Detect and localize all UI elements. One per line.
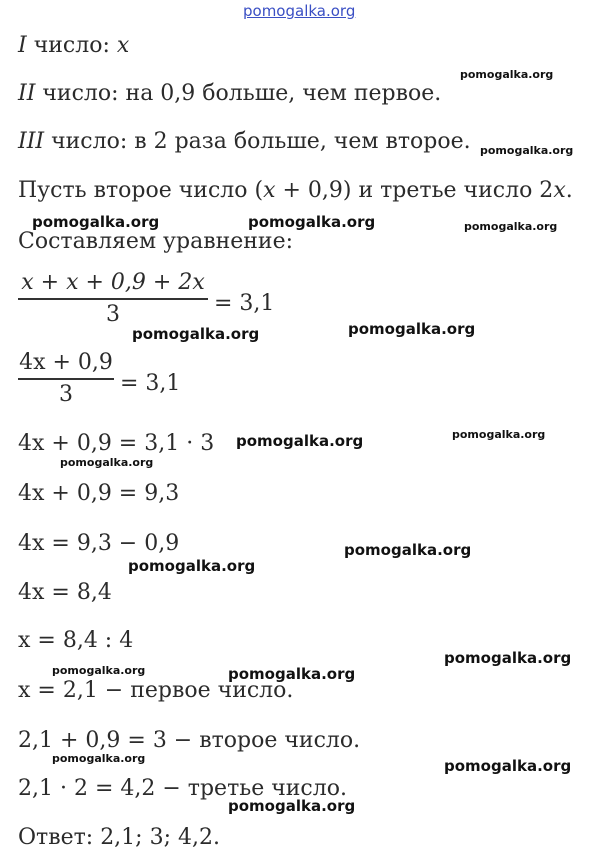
assumption-var2: x (553, 178, 566, 203)
first-number-var: x (116, 33, 130, 58)
assumption-text: Пусть второе число ( (18, 178, 264, 203)
assumption-var: x (263, 178, 276, 203)
third-number-text: число: в 2 раза больше, чем второе. (44, 129, 471, 154)
first-number-result: x = 2,1 − первое число. (18, 678, 294, 703)
second-number-text: число: на 0,9 больше, чем первое. (35, 81, 442, 106)
watermark: pomogalka.org (32, 213, 160, 231)
second-number-result: 2,1 + 0,9 = 3 − второе число. (18, 728, 361, 753)
watermark: pomogalka.org (248, 213, 376, 231)
equation-step-7: x = 8,4 : 4 (18, 628, 134, 653)
fraction-1-rhs: = 3,1 (214, 291, 275, 316)
third-number-result: 2,1 · 2 = 4,2 − третье число. (18, 776, 347, 801)
equation-step-3: 4x + 0,9 = 3,1 · 3 (18, 431, 215, 456)
third-number-label: III (18, 129, 45, 154)
answer-line: Ответ: 2,1; 3; 4,2. (18, 825, 220, 850)
second-number-line (18, 81, 441, 107)
equation-step-5: 4x = 9,3 − 0,9 (18, 531, 180, 556)
fraction-2-denominator: 3 (59, 382, 73, 407)
equation-intro: Составляем уравнение: (18, 229, 294, 254)
watermark: pomogalka.org (228, 665, 356, 683)
watermark: pomogalka.org (460, 68, 554, 81)
watermark: pomogalka.org (132, 325, 260, 343)
watermark: pomogalka.org (128, 557, 256, 575)
watermark: pomogalka.org (236, 432, 364, 450)
watermark: pomogalka.org (344, 541, 472, 559)
watermark: pomogalka.org (348, 320, 476, 338)
watermark: pomogalka.org (228, 797, 356, 815)
fraction-1 (18, 270, 208, 328)
fraction-2 (18, 350, 114, 408)
fraction-2-numerator: 4x + 0,9 (19, 350, 113, 375)
fraction-2-bar (18, 378, 114, 380)
watermark: pomogalka.org (52, 664, 146, 677)
fraction-1-bar (18, 298, 208, 300)
watermark: pomogalka.org (480, 144, 574, 157)
assumption-mid: + 0,9) и третье число 2 (275, 178, 554, 203)
first-number-line (18, 33, 129, 59)
first-number-label: I (18, 33, 27, 58)
fraction-1-numerator: x + x + 0,9 + 2x (21, 270, 205, 295)
watermark: pomogalka.org (52, 752, 146, 765)
watermark-header[interactable]: pomogalka.org (243, 2, 356, 20)
fraction-2-rhs: = 3,1 (120, 371, 181, 396)
third-number-line (18, 129, 471, 155)
second-number-label: II (18, 81, 36, 106)
watermark: pomogalka.org (452, 428, 546, 441)
watermark: pomogalka.org (464, 220, 558, 233)
watermark: pomogalka.org (444, 757, 572, 775)
watermark: pomogalka.org (444, 649, 572, 667)
equation-step-4: 4x + 0,9 = 9,3 (18, 481, 180, 506)
assumption-end: . (565, 178, 573, 203)
assumption-line (18, 178, 573, 204)
watermark: pomogalka.org (60, 456, 154, 469)
fraction-1-denominator: 3 (106, 302, 120, 327)
first-number-text: число: (26, 33, 117, 58)
equation-step-6: 4x = 8,4 (18, 580, 112, 605)
